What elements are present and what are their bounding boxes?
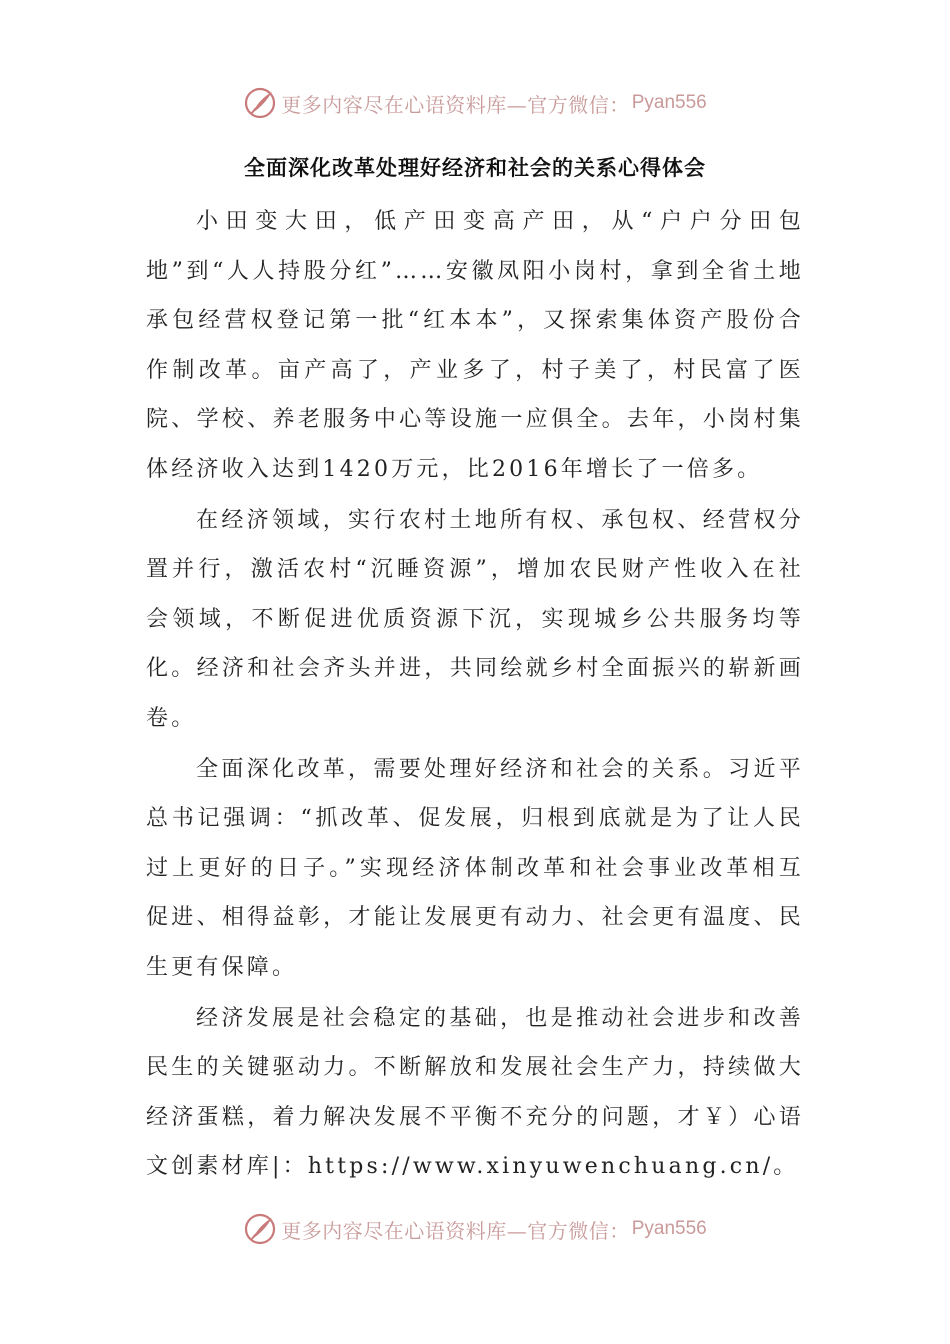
banner-contact: Pyan556 <box>631 92 707 113</box>
paragraph: 经济发展是社会稳定的基础，也是推动社会进步和改善民生的关键驱动力。不断解放和发展社会生产力，持续做大经济蛋糕，着力解决发展不平衡不充分的问题，才￥）心语文创素材库|：https://www.xinyuwenchuang.cn/。 <box>146 1005 804 1180</box>
document-body <box>146 197 804 1192</box>
document-title: 全面深化改革处理好经济和社会的关系心得体会 <box>244 156 706 180</box>
paragraph: 小田变大田，低产田变高产田，从“户户分田包地”到“人人持股分红”……安徽凤阳小岗村，拿到全省土地承包经营权登记第一批“红本本”，又探索集体资产股份合作制改革。亩产高了，产业多了，村子美了，村民富了医院、学校、养老服务中心等设施一应俱全。去年，小岗村集体经济收入达到1420万元，比2016年增长了一倍多。 <box>146 209 804 482</box>
banner-contact: Pyan556 <box>631 1218 707 1239</box>
paragraph: 在经济领域，实行农村土地所有权、承包权、经营权分置并行，激活农村“沉睡资源”，增加农民财产性收入在社会领域，不断促进优质资源下沉，实现城乡公共服务均等化。经济和社会齐头并进，共同绘就乡村全面振兴的崭新画卷。 <box>146 507 804 731</box>
footer-banner <box>0 1209 950 1249</box>
paragraph: 全面深化改革，需要处理好经济和社会的关系。习近平总书记强调：“抓改革、促发展，归根到底就是为了让人民过上更好的日子。”实现经济体制改革和社会事业改革相互促进、相得益彰，才能让发展更有动力、社会更有温度、民生更有保障。 <box>146 756 804 980</box>
quill-logo-icon <box>243 1212 277 1246</box>
banner-text: 更多内容尽在心语资料库—官方微信： <box>281 1218 630 1243</box>
banner-text: 更多内容尽在心语资料库—官方微信： <box>281 92 630 117</box>
header-banner <box>0 83 950 123</box>
quill-logo-icon <box>243 86 277 120</box>
